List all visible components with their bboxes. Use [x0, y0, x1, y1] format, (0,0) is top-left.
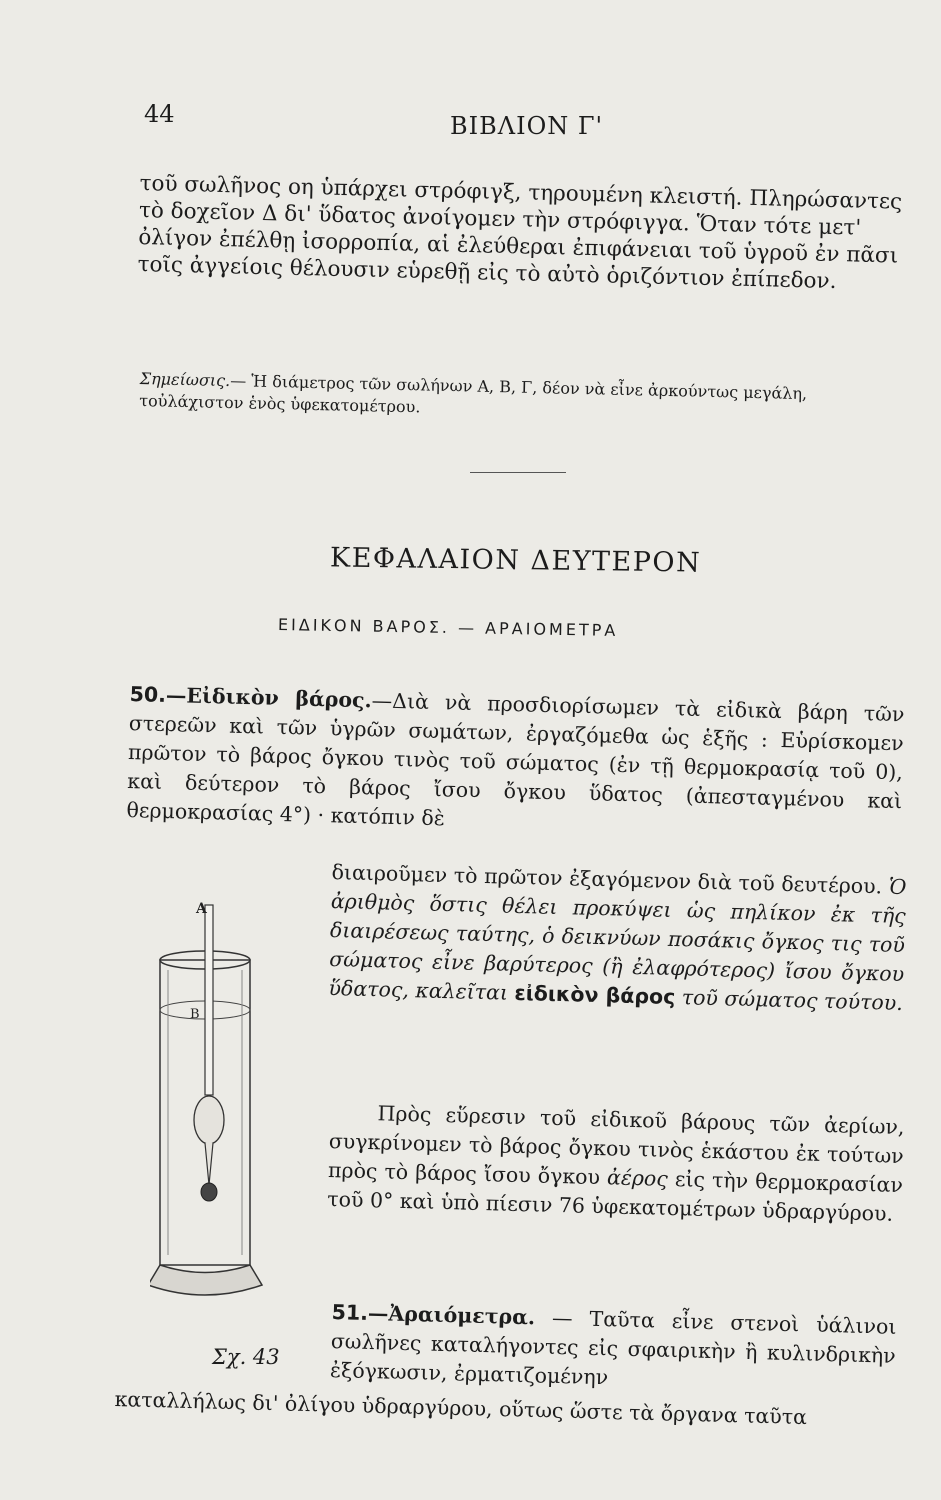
section-51 — [330, 1298, 897, 1400]
hydrometer-stem — [205, 905, 213, 1095]
hydrometer-illustration — [150, 885, 270, 1315]
page-header — [0, 100, 941, 140]
definition-tail: τοῦ σώματος τούτου. — [681, 985, 904, 1015]
cylinder-base — [150, 1265, 262, 1295]
note — [139, 368, 910, 429]
mercury-ballast — [201, 1183, 217, 1201]
note-text: — Ἡ διάμετρος τῶν σωλήνων Α, Β, Γ, δέον νὰ εἶνε ἀρκούντως μεγάλη, τοὐλάχιστον ἑνὸς ὑφεκατομέτρου. — [139, 371, 808, 417]
definition-lead: διαιροῦμεν τὸ πρῶτον ἐξαγόμενον διὰ τοῦ δευτέρου. — [331, 859, 883, 899]
section-number: 51. — [331, 1299, 369, 1325]
section-text: — Ταῦτα εἶνε στενοὶ ὑάλινοι σωλῆνες καταλήγοντες εἰς σφαιρικὴν ἢ κυλινδρικὴν ἐξόγκωσιν, ἐρματιζομένην — [329, 1305, 897, 1390]
running-head: ΒΙΒΛΙΟΝ Γ' — [450, 112, 604, 140]
label-b: B — [190, 1007, 200, 1022]
hydrometer-bulb — [194, 1096, 224, 1144]
section-50-gases — [327, 1098, 905, 1229]
section-51-continuation: καταλλήλως δι' ὀλίγου ὑδραργύρου, οὕτως ὥστε τὰ ὄργανα ταῦτα — [114, 1386, 808, 1430]
note-label: Σημείωσις. — [139, 368, 231, 391]
section-heading: —Ἀραιόμετρα. — [367, 1300, 536, 1330]
definition-italic: Ὁ ἀριθμὸς ὅστις θέλει προκύψει ὡς πηλίκον ἐκ τῆς διαιρέσεως ταύτης, ὁ δεικνύων ποσάκις ὄγκος τις τοῦ σώματος εἶνε βαρύτερος (ἢ ἐλαφρότερος) ἴσου ὄγκου ὕδατος, καλεῖται — [328, 874, 907, 1005]
gas-text: Πρὸς εὕρεσιν τοῦ εἰδικοῦ βάρους τῶν ἀερίων, συγκρίνομεν τὸ βάρος ὄγκου τινὸς ἑκάστου ἐκ τούτων πρὸς τὸ βάρος ἴσου ὄγκου — [327, 1101, 905, 1190]
section-divider — [470, 472, 566, 473]
gas-tail: εἰς τὴν θερμοκρασίαν τοῦ 0° καὶ ὑπὸ πίεσιν 76 ὑφεκατομέτρων ὑδραργύρου. — [327, 1167, 904, 1226]
section-50-intro — [126, 680, 905, 845]
hydrometer-neck — [205, 1143, 213, 1185]
figure-caption: Σχ. 43 — [212, 1345, 280, 1369]
page-number: 44 — [144, 100, 175, 128]
hydrometer-figure — [150, 885, 270, 1315]
section-heading: —Εἰδικὸν βάρος. — [165, 682, 373, 713]
section-50-definition — [328, 858, 907, 1018]
defined-term: εἰδικὸν βάρος — [514, 980, 676, 1010]
label-a: A — [196, 901, 207, 917]
chapter-subtitle: ΕΙΔΙΚΟΝ ΒΑΡΟΣ. — ΑΡΑΙΟΜΕΤΡΑ — [277, 615, 619, 640]
section-number: 50. — [129, 681, 167, 707]
paragraph-continuation: τοῦ σωλῆνος οη ὑπάρχει στρόφιγξ, τηρουμένη κλειστή. Πληρώσαντες τὸ δοχεῖον Δ δι' ὕδατος ἀνοίγομεν τὴν στρόφιγγα. Ὅταν τότε μετ' ὀλίγον ἐπέλθῃ ἰσορροπία, αἱ ἐλεύθεραι ἐπιφάνειαι τοῦ ὑγροῦ ἐν πᾶσι τοῖς ἀγγείοις θέλουσιν εὑρεθῇ εἰς τὸ αὐτὸ ὁριζόντιον ἐπίπεδον. — [137, 170, 903, 295]
gas-italic: ἀέρος — [606, 1165, 669, 1191]
section-text: —Διὰ νὰ προσδιορίσωμεν τὰ εἰδικὰ βάρη τῶν στερεῶν καὶ τῶν ὑγρῶν σωμάτων, ἐργαζόμεθα ὡς ἑξῆς : Εὑρίσκομεν πρῶτον τὸ βάρος ὄγκου τινὸς τοῦ σώματος (ἐν τῇ θερμοκρασίᾳ τοῦ 0), καὶ δεύτερον τὸ βάρος ἴσου ὄγκου ὕδατος (ἀπεσταγμένου καὶ θερμοκρασίας 4°) · κατόπιν δὲ — [126, 688, 905, 831]
chapter-title: ΚΕΦΑΛΑΙΟΝ ΔΕΥΤΕΡΟΝ — [329, 542, 702, 579]
